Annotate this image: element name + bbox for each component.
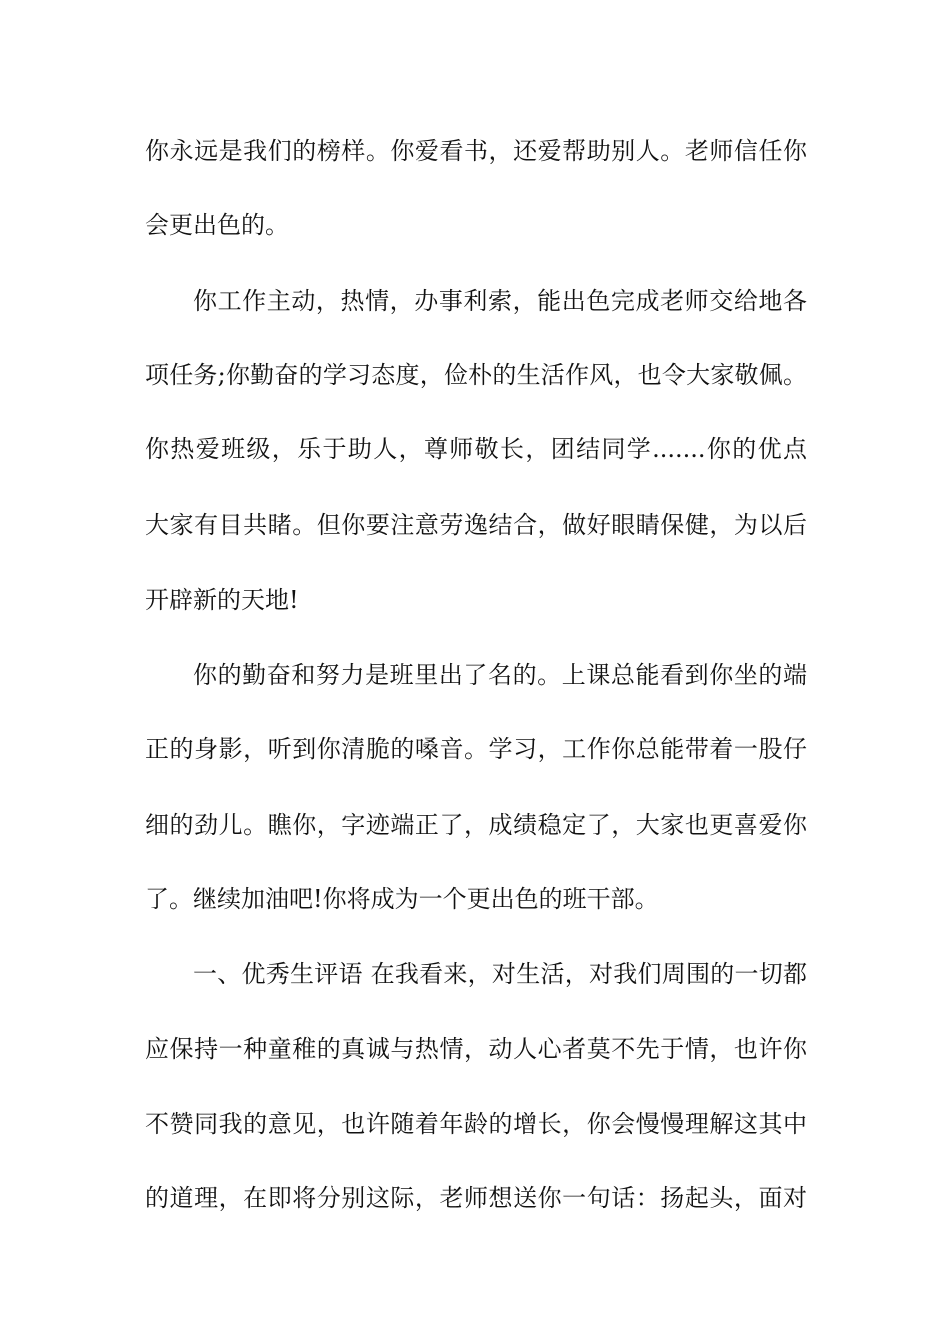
paragraph-2-line-3: 你热爱班级，乐于助人，尊师敬长，团结同学.......你的优点 [145, 435, 807, 463]
paragraph-4-line-2: 应保持一种童稚的真诚与热情，动人心者莫不先于情，也许你 [145, 1035, 807, 1063]
paragraph-2-line-4: 大家有目共睹。但你要注意劳逸结合，做好眼睛保健，为以后 [145, 511, 807, 539]
paragraph-1-line-2: 会更出色的。 [145, 211, 289, 239]
paragraph-3-line-3: 细的劲儿。瞧你，字迹端正了，成绩稳定了，大家也更喜爱你 [145, 811, 807, 839]
paragraph-2-line-5: 开辟新的天地! [145, 586, 299, 614]
paragraph-4-line-3: 不赞同我的意见，也许随着年龄的增长，你会慢慢理解这其中 [145, 1110, 807, 1138]
paragraph-4-line-1: 一、优秀生评语 在我看来，对生活，对我们周围的一切都 [193, 960, 807, 988]
paragraph-3-line-2: 正的身影，听到你清脆的嗓音。学习，工作你总能带着一股仔 [145, 735, 807, 763]
paragraph-2-line-2: 项任务;你勤奋的学习态度，俭朴的生活作风，也令大家敬佩。 [145, 361, 807, 389]
paragraph-2-line-1: 你工作主动，热情，办事利索，能出色完成老师交给地各 [193, 287, 807, 315]
paragraph-4-line-4: 的道理，在即将分别这际，老师想送你一句话：扬起头，面对 [145, 1184, 807, 1212]
paragraph-3-line-4: 了。继续加油吧!你将成为一个更出色的班干部。 [145, 885, 659, 913]
paragraph-3-line-1: 你的勤奋和努力是班里出了名的。上课总能看到你坐的端 [193, 661, 807, 689]
paragraph-1-line-1: 你永远是我们的榜样。你爱看书，还爱帮助别人。老师信任你 [145, 137, 807, 165]
